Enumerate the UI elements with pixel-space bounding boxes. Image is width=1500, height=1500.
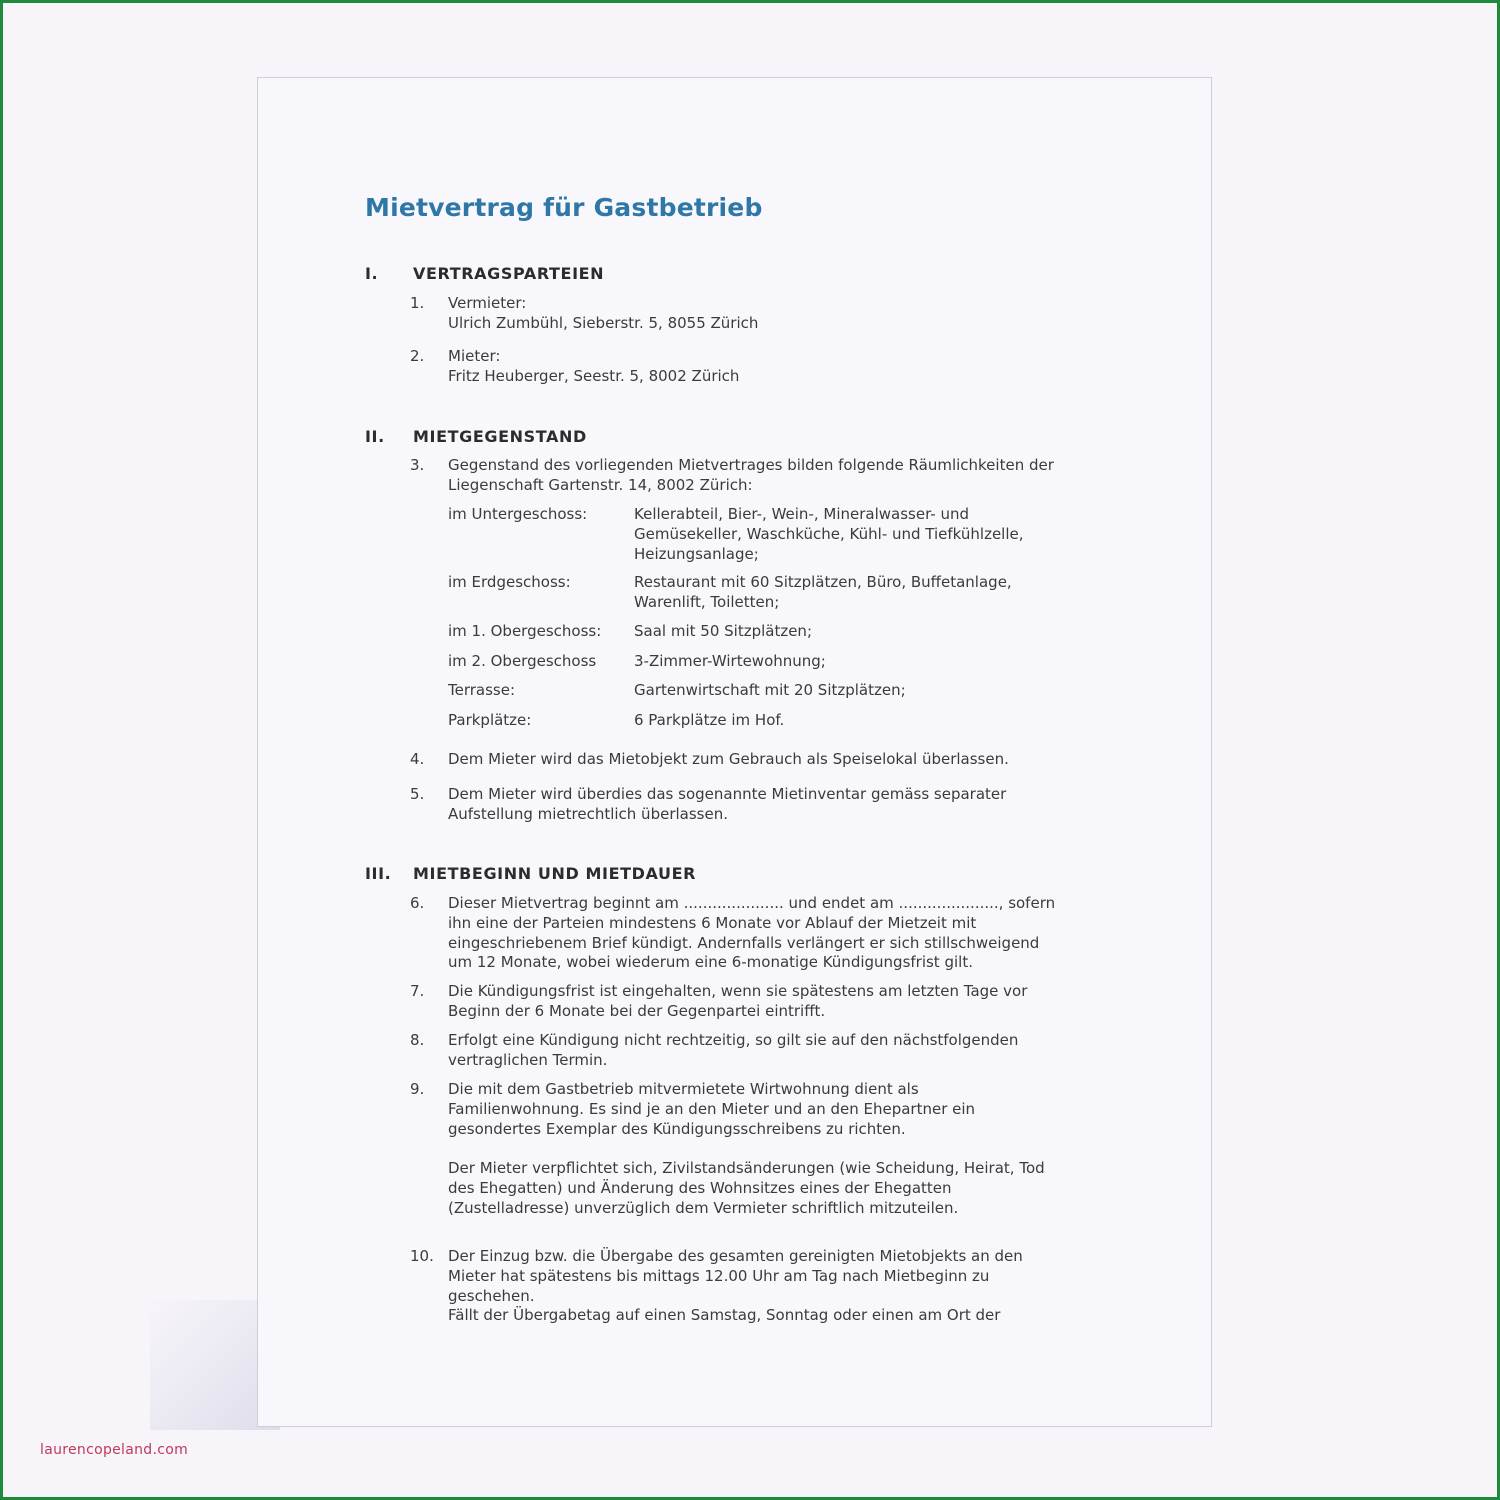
clause-item (410, 785, 1110, 825)
clause-line: Erfolgt eine Kündigung nicht rechtzeitig, so gilt sie auf den nächstfolgenden (448, 1031, 1019, 1049)
clause-line: Ulrich Zumbühl, Sieberstr. 5, 8055 Zürich (448, 313, 759, 332)
premises-line: 3-Zimmer-Wirtewohnung; (634, 652, 826, 670)
clause-line: Die Kündigungsfrist ist eingehalten, wenn sie spätestens am letzten Tage vor (448, 982, 1028, 1000)
clause-item (410, 1247, 1110, 1326)
premises-row (448, 652, 1108, 672)
premises-row (448, 505, 1108, 564)
premises-label: Terrasse: (448, 681, 516, 699)
clause-number: 3. (410, 456, 425, 474)
clause-line: Liegenschaft Gartenstr. 14, 8002 Zürich: (448, 475, 753, 494)
clause-line: Der Einzug bzw. die Übergabe des gesamten gereinigten Mietobjekts an den (448, 1247, 1023, 1265)
premises-row (448, 711, 1108, 731)
section-title: MIETGEGENSTAND (413, 427, 587, 446)
clause-item (410, 347, 1110, 387)
clause-line: Vermieter: (448, 294, 527, 312)
clause-line: vertraglichen Termin. (448, 1050, 608, 1069)
clause-number: 7. (410, 982, 425, 1000)
clause-number: 4. (410, 750, 425, 768)
clause-number: 6. (410, 894, 425, 912)
premises-line: Restaurant mit 60 Sitzplätzen, Büro, Buffetanlage, (634, 573, 1012, 591)
premises-label: im 2. Obergeschoss (448, 652, 597, 670)
clause-item (410, 750, 1110, 770)
clause-line: (Zustelladresse) unverzüglich dem Vermieter schriftlich mitzuteilen. (448, 1198, 959, 1217)
premises-line: Gartenwirtschaft mit 20 Sitzplätzen; (634, 681, 906, 699)
premises-line: 6 Parkplätze im Hof. (634, 711, 785, 729)
clause-line: Mieter hat spätestens bis mittags 12.00 Uhr am Tag nach Mietbeginn zu (448, 1266, 990, 1285)
clause-item (410, 894, 1110, 973)
premises-line: Gemüsekeller, Waschküche, Kühl- und Tiefkühlzelle, (634, 524, 1024, 543)
clause-line: Aufstellung mietrechtlich überlassen. (448, 804, 728, 823)
premises-line: Kellerabteil, Bier-, Wein-, Mineralwasser- und (634, 505, 970, 523)
section-number: I. (365, 264, 379, 283)
document-title: Mietvertrag für Gastbetrieb (365, 193, 763, 222)
watermark-text: laurencopeland.com (40, 1442, 189, 1458)
clause-line: Beginn der 6 Monate bei der Gegenpartei eintrifft. (448, 1001, 826, 1020)
section-title: VERTRAGSPARTEIEN (413, 264, 605, 283)
clause-line: Mieter: (448, 347, 501, 365)
clause-line: Dem Mieter wird das Mietobjekt zum Gebrauch als Speiselokal überlassen. (448, 750, 1009, 768)
clause-item (410, 1031, 1110, 1071)
clause-line: Dieser Mietvertrag beginnt am ..................... und endet am ....................., sofern (448, 894, 1056, 912)
clause-line: Gegenstand des vorliegenden Mietvertrages bilden folgende Räumlichkeiten der (448, 456, 1054, 474)
premises-line: Heizungsanlage; (634, 544, 759, 563)
clause-line (448, 1139, 1110, 1159)
clause-number: 5. (410, 785, 425, 803)
clause-line: des Ehegatten) und Änderung des Wohnsitzes eines der Ehegatten (448, 1178, 952, 1197)
clause-line: Dem Mieter wird überdies das sogenannte Mietinventar gemäss separater (448, 785, 1007, 803)
section-number: III. (365, 864, 392, 883)
clause-number: 10. (410, 1247, 434, 1265)
clause-line: geschehen. (448, 1286, 535, 1305)
clause-number: 8. (410, 1031, 425, 1049)
clause-line: Familienwohnung. Es sind je an den Mieter und an den Ehepartner ein (448, 1099, 976, 1118)
clause-item (410, 982, 1110, 1022)
premises-line: Warenlift, Toiletten; (634, 592, 780, 611)
premises-label: im 1. Obergeschoss: (448, 622, 602, 640)
premises-row (448, 681, 1108, 701)
clause-line: um 12 Monate, wobei wiederum eine 6-monatige Kündigungsfrist gilt. (448, 953, 973, 972)
clause-item (410, 1080, 1110, 1219)
premises-label: im Erdgeschoss: (448, 573, 571, 591)
premises-row (448, 573, 1108, 613)
premises-line: Saal mit 50 Sitzplätzen; (634, 622, 812, 640)
clause-line: Die mit dem Gastbetrieb mitvermietete Wirtwohnung dient als (448, 1080, 919, 1098)
section-title: MIETBEGINN UND MIETDAUER (413, 864, 697, 883)
clause-item (410, 456, 1110, 496)
clause-number: 1. (410, 294, 425, 312)
premises-row (448, 622, 1108, 642)
premises-label: Parkplätze: (448, 711, 532, 729)
clause-line: Der Mieter verpflichtet sich, Zivilstandsänderungen (wie Scheidung, Heirat, Tod (448, 1159, 1045, 1178)
clause-number: 2. (410, 347, 425, 365)
clause-line: Fällt der Übergabetag auf einen Samstag, Sonntag oder einen am Ort der (448, 1306, 1001, 1325)
clause-line: Fritz Heuberger, Seestr. 5, 8002 Zürich (448, 366, 740, 385)
premises-label: im Untergeschoss: (448, 505, 588, 523)
clause-line: gesondertes Exemplar des Kündigungsschreibens zu richten. (448, 1119, 906, 1138)
document-page (257, 77, 1212, 1427)
clause-line: ihn eine der Parteien mindestens 6 Monate vor Ablauf der Mietzeit mit (448, 913, 977, 932)
clause-number: 9. (410, 1080, 425, 1098)
section-number: II. (365, 427, 385, 446)
clause-item (410, 294, 1110, 334)
clause-line: eingeschriebenem Brief kündigt. Andernfalls verlängert er sich stillschweigend (448, 933, 1040, 952)
